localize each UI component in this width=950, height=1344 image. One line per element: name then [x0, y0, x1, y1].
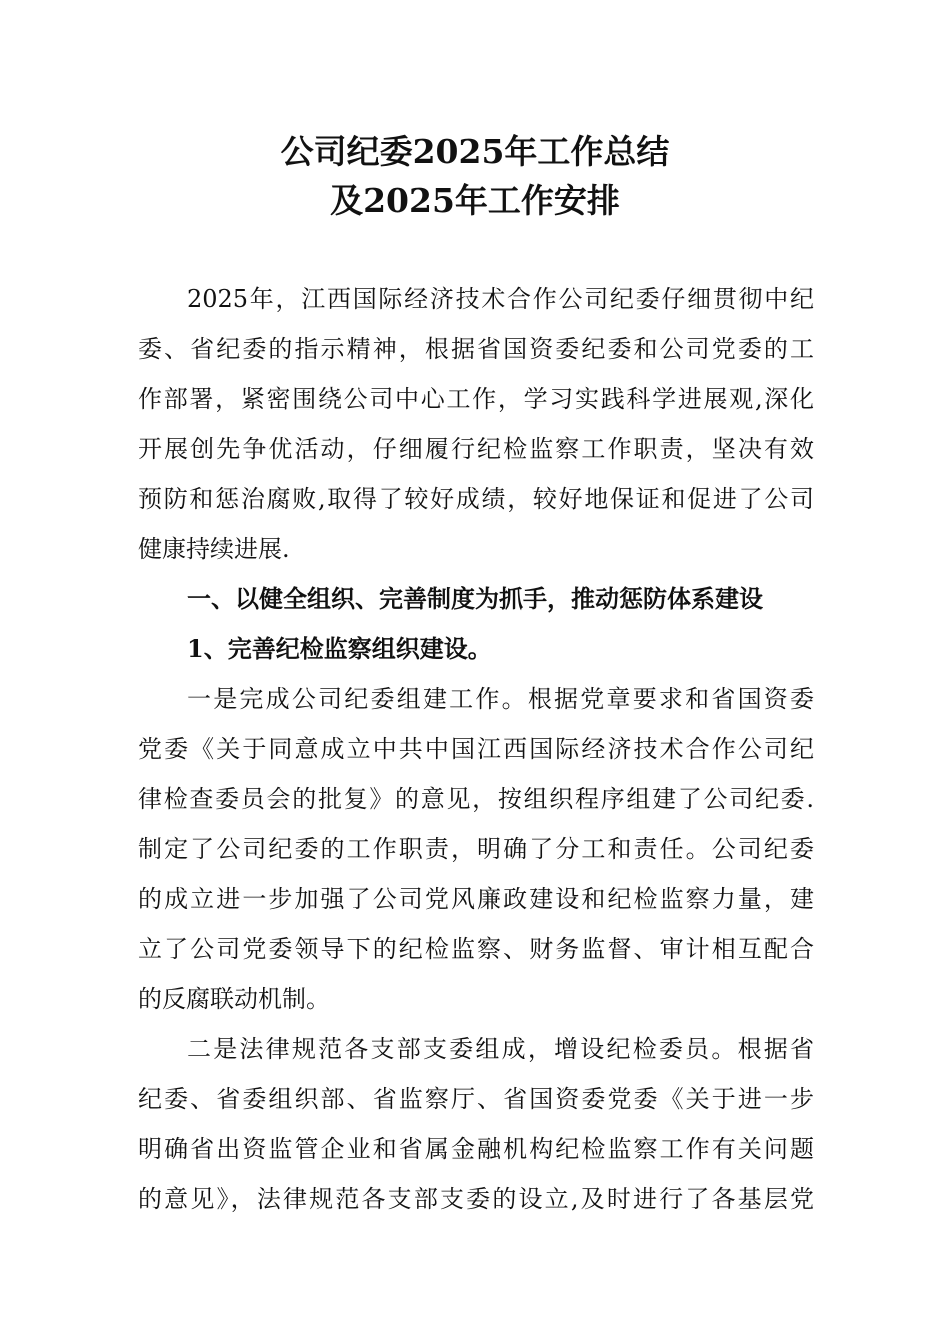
paragraph-line: 律检查委员会的批复》的意见，按组织程序组建了公司纪委.	[138, 785, 814, 813]
paragraph-line: 党委《关于同意成立中共中国江西国际经济技术合作公司纪	[138, 735, 814, 763]
intro-line: 健康持续进展.	[138, 535, 290, 563]
paragraph-line: 立了公司党委领导下的纪检监察、财务监督、审计相互配合	[138, 935, 814, 963]
subsection-heading: 1、完善纪检监察组织建设。	[187, 634, 492, 663]
paragraph-line: 的意见》，法律规范各支部支委的设立,及时进行了各基层党	[138, 1185, 814, 1213]
paragraph-line: 的成立进一步加强了公司党风廉政建设和纪检监察力量，建	[138, 885, 814, 913]
paragraph-line: 纪委、省委组织部、省监察厅、省国资委党委《关于进一步	[138, 1085, 814, 1113]
intro-line: 委、省纪委的指示精神，根据省国资委纪委和公司党委的工	[138, 335, 814, 363]
intro-line: 2025年，江西国际经济技术合作公司纪委仔细贯彻中纪	[187, 285, 814, 313]
paragraph-line: 的反腐联动机制。	[138, 985, 330, 1013]
paragraph-line: 二是法律规范各支部支委组成，增设纪检委员。根据省	[187, 1035, 814, 1063]
paragraph-line: 明确省出资监管企业和省属金融机构纪检监察工作有关问题	[138, 1135, 814, 1163]
intro-line: 作部署，紧密围绕公司中心工作，学习实践科学进展观,深化	[138, 385, 814, 413]
intro-line: 开展创先争优活动，仔细履行纪检监察工作职责，坚决有效	[138, 435, 814, 463]
document-title-line-2: 及2025年工作安排	[330, 181, 620, 220]
paragraph-line: 制定了公司纪委的工作职责，明确了分工和责任。公司纪委	[138, 835, 814, 863]
paragraph-line: 一是完成公司纪委组建工作。根据党章要求和省国资委	[187, 685, 814, 713]
section-heading: 一、以健全组织、完善制度为抓手，推动惩防体系建设	[187, 585, 763, 613]
intro-line: 预防和惩治腐败,取得了较好成绩，较好地保证和促进了公司	[138, 485, 814, 513]
document-title-line-1: 公司纪委2025年工作总结	[280, 132, 670, 171]
